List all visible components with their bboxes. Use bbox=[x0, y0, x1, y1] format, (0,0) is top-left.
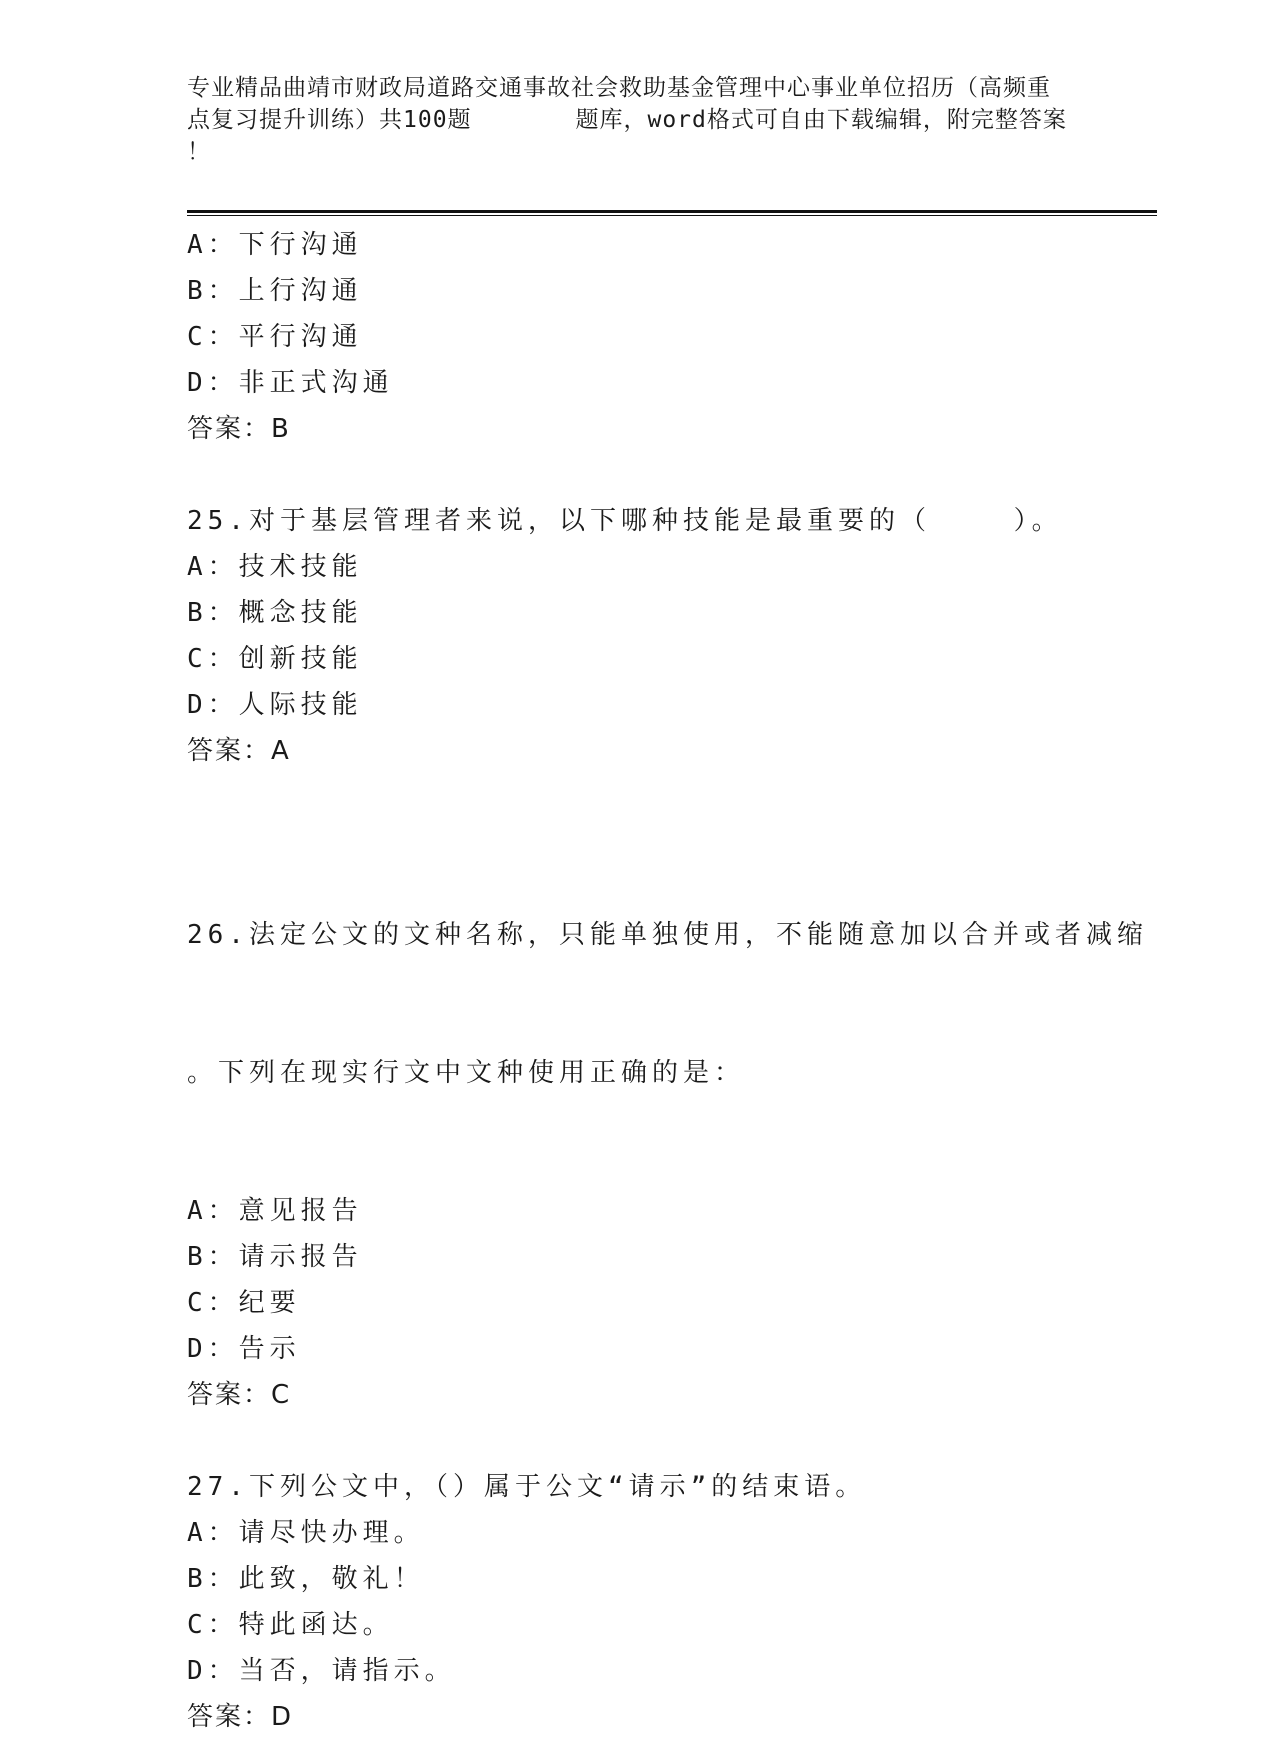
option-d: D：告示 bbox=[187, 1334, 301, 1364]
header-line-3: ！ bbox=[187, 139, 211, 165]
header-line-2: 点复习提升训练）共100题 题库，word格式可自由下载编辑，附完整答案 bbox=[187, 107, 1067, 133]
question-list bbox=[187, 222, 1157, 1740]
spacer bbox=[187, 1418, 1157, 1464]
header-divider bbox=[187, 210, 1157, 216]
question-text-line-1: 26.法定公文的文种名称，只能单独使用，不能随意加以合并或者减缩 bbox=[187, 920, 1148, 950]
option-a: A：请尽快办理。 bbox=[187, 1518, 425, 1548]
option-c: C：平行沟通 bbox=[187, 322, 363, 352]
question-25 bbox=[187, 498, 1157, 774]
answer: 答案：D bbox=[187, 1702, 294, 1732]
option-a: A：意见报告 bbox=[187, 1196, 363, 1226]
question-text-line-2: 。下列在现实行文中文种使用正确的是： bbox=[187, 1058, 746, 1088]
answer: 答案：A bbox=[187, 736, 291, 766]
spacer bbox=[187, 774, 1157, 820]
option-b: B：此致，敬礼！ bbox=[187, 1564, 425, 1594]
answer: 答案：C bbox=[187, 1380, 292, 1410]
question-text: 25.对于基层管理者来说，以下哪种技能是最重要的（ ）。 bbox=[187, 506, 1063, 536]
option-b: B：请示报告 bbox=[187, 1242, 363, 1272]
question-text: 27.下列公文中，（）属于公文“请示”的结束语。 bbox=[187, 1472, 867, 1502]
option-d: D：非正式沟通 bbox=[187, 368, 394, 398]
option-d: D：当否，请指示。 bbox=[187, 1656, 456, 1686]
option-c: C：特此函达。 bbox=[187, 1610, 394, 1640]
option-a: A：下行沟通 bbox=[187, 230, 363, 260]
header-line-1: 专业精品曲靖市财政局道路交通事故社会救助基金管理中心事业单位招历（高频重 bbox=[187, 75, 1051, 101]
answer: 答案：B bbox=[187, 414, 291, 444]
question-26 bbox=[187, 820, 1157, 1418]
spacer bbox=[187, 452, 1157, 498]
option-c: C：创新技能 bbox=[187, 644, 363, 674]
option-a: A：技术技能 bbox=[187, 552, 363, 582]
question-24-continued bbox=[187, 222, 1157, 452]
question-text bbox=[187, 820, 1157, 1188]
option-b: B：上行沟通 bbox=[187, 276, 363, 306]
option-c: C：纪要 bbox=[187, 1288, 301, 1318]
option-d: D：人际技能 bbox=[187, 690, 363, 720]
option-b: B：概念技能 bbox=[187, 598, 363, 628]
document-header bbox=[187, 72, 1087, 168]
question-27 bbox=[187, 1464, 1157, 1740]
